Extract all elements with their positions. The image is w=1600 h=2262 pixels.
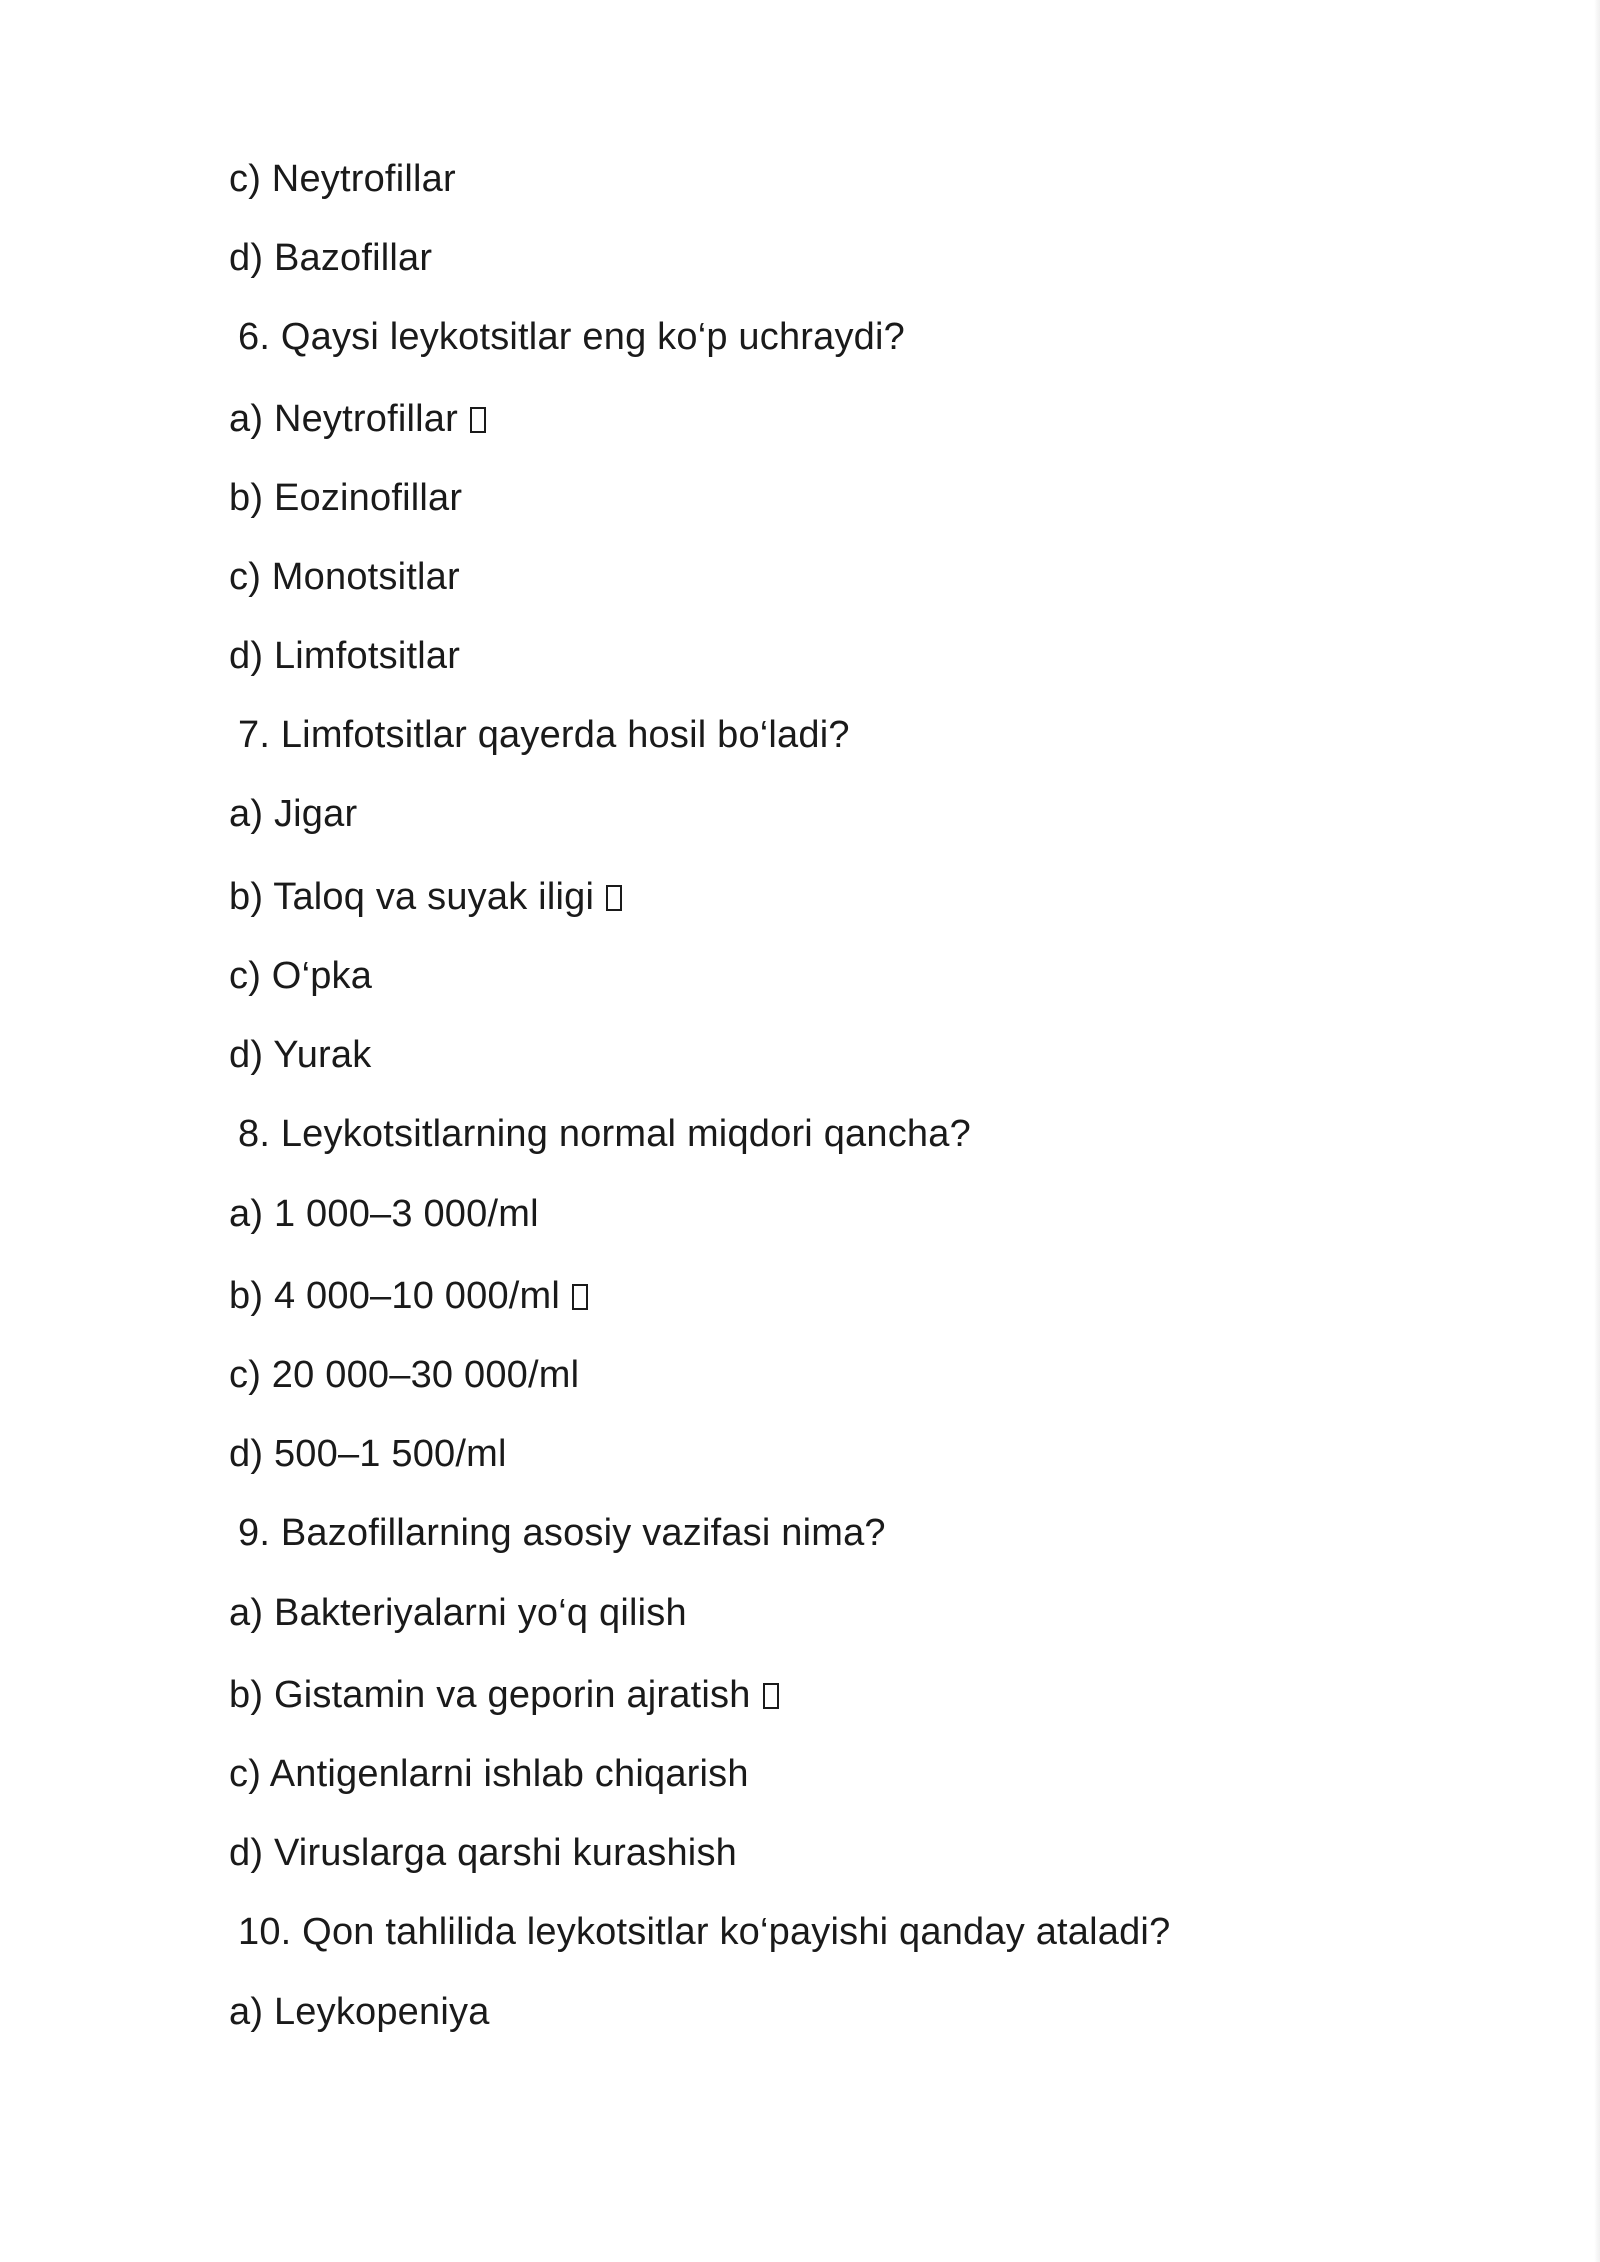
answer-option bbox=[229, 1272, 588, 1320]
option-label: a) Leykopeniya bbox=[229, 1991, 490, 2033]
question-label: 10. Qon tahlilida leykotsitlar ko‘payishi qanday ataladi? bbox=[238, 1911, 1171, 1953]
question-label: 8. Leykotsitlarning normal miqdori qancha? bbox=[238, 1113, 971, 1155]
option-label: d) Bazofillar bbox=[229, 237, 433, 279]
option-label: d) Viruslarga qarshi kurashish bbox=[229, 1832, 737, 1874]
option-label: c) 20 000–30 000/ml bbox=[229, 1354, 580, 1396]
answer-option bbox=[229, 234, 432, 282]
option-label: a) 1 000–3 000/ml bbox=[229, 1193, 539, 1235]
option-label: b) Gistamin va geporin ajratish bbox=[229, 1674, 751, 1716]
answer-option bbox=[229, 632, 460, 680]
option-label: d) 500–1 500/ml bbox=[229, 1433, 507, 1475]
option-label: b) 4 000–10 000/ml bbox=[229, 1275, 561, 1317]
missing-glyph-box-icon bbox=[572, 1284, 588, 1310]
option-label: d) Yurak bbox=[229, 1034, 372, 1076]
option-label: c) Antigenlarni ishlab chiqarish bbox=[229, 1753, 749, 1795]
missing-glyph-box-icon bbox=[470, 407, 486, 433]
question-text bbox=[238, 1110, 971, 1158]
answer-option bbox=[229, 553, 460, 601]
question-label: 6. Qaysi leykotsitlar eng ko‘p uchraydi? bbox=[238, 316, 905, 358]
answer-option bbox=[229, 1988, 490, 2036]
option-label: c) Neytrofillar bbox=[229, 158, 456, 200]
option-label: d) Limfotsitlar bbox=[229, 635, 461, 677]
answer-option bbox=[229, 1671, 779, 1719]
answer-option bbox=[229, 873, 622, 921]
question-label: 7. Limfotsitlar qayerda hosil bo‘ladi? bbox=[238, 714, 850, 756]
answer-option bbox=[229, 1589, 687, 1637]
answer-option bbox=[229, 1190, 539, 1238]
option-label: a) Neytrofillar bbox=[229, 398, 458, 440]
page-edge bbox=[1594, 0, 1600, 2262]
answer-option bbox=[229, 1829, 737, 1877]
option-label: a) Bakteriyalarni yo‘q qilish bbox=[229, 1592, 687, 1634]
answer-option bbox=[229, 474, 462, 522]
option-label: c) Monotsitlar bbox=[229, 556, 460, 598]
missing-glyph-box-icon bbox=[606, 885, 622, 911]
option-label: b) Taloq va suyak iligi bbox=[229, 876, 595, 918]
question-text bbox=[238, 1908, 1170, 1956]
question-label: 9. Bazofillarning asosiy vazifasi nima? bbox=[238, 1512, 886, 1554]
missing-glyph-box-icon bbox=[763, 1683, 779, 1709]
answer-option bbox=[229, 155, 456, 203]
answer-option bbox=[229, 790, 357, 838]
answer-option bbox=[229, 1031, 371, 1079]
answer-option bbox=[229, 952, 372, 1000]
option-label: a) Jigar bbox=[229, 793, 358, 835]
question-text bbox=[238, 1509, 886, 1557]
option-label: c) O‘pka bbox=[229, 955, 373, 997]
answer-option bbox=[229, 1430, 507, 1478]
question-text bbox=[238, 711, 850, 759]
question-text bbox=[238, 313, 905, 361]
answer-option bbox=[229, 395, 486, 443]
answer-option bbox=[229, 1750, 749, 1798]
answer-option bbox=[229, 1351, 579, 1399]
option-label: b) Eozinofillar bbox=[229, 477, 463, 519]
